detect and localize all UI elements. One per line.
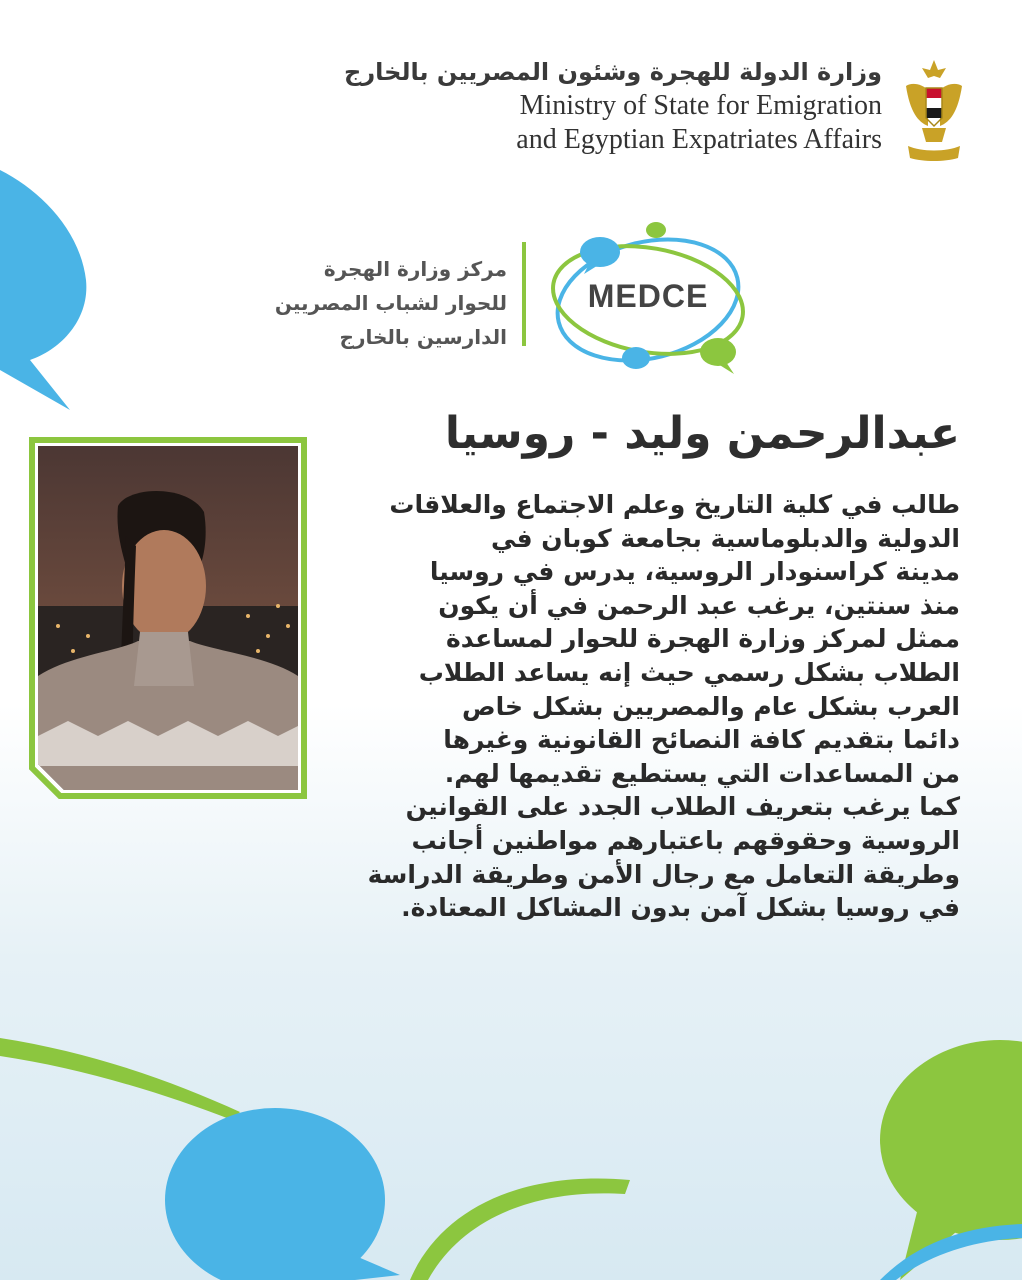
student-name-heading: عبدالرحمن وليد - روسيا bbox=[444, 408, 960, 459]
bio-line: العرب بشكل عام والمصريين بشكل خاص bbox=[462, 691, 960, 721]
bottom-green-arc-icon bbox=[410, 1160, 650, 1280]
bio-line: مدينة كراسنودار الروسية، يدرس في روسيا bbox=[429, 557, 960, 587]
bottom-right-blue-arc-icon bbox=[880, 1220, 1022, 1280]
center-name-line: مركز وزارة الهجرة bbox=[323, 257, 507, 281]
bio-line: في روسيا بشكل آمن بدون المشاكل المعتادة. bbox=[401, 893, 960, 923]
logo-divider bbox=[522, 242, 526, 346]
bottom-blue-bubble-icon bbox=[160, 1095, 410, 1280]
ministry-name-arabic: وزارة الدولة للهجرة وشئون المصريين بالخارج bbox=[344, 58, 882, 86]
ministry-name-english-line2: and Egyptian Expatriates Affairs bbox=[516, 124, 882, 155]
student-bio bbox=[332, 488, 960, 925]
bio-line: طالب في كلية التاريخ وعلم الاجتماع والعلاقات bbox=[389, 490, 960, 519]
ministry-name-english-line1: Ministry of State for Emigration bbox=[519, 90, 882, 121]
center-name-line: للحوار لشباب المصريين bbox=[274, 291, 507, 315]
bio-line: وطريقة التعامل مع رجال الأمن وطريقة الدراسة bbox=[367, 859, 960, 889]
center-name-line: الدارسين بالخارج bbox=[339, 325, 507, 349]
bio-line: كما يرغب بتعريف الطلاب الجدد على القوانين bbox=[405, 792, 960, 822]
bio-line: دائما بتقديم كافة النصائح القانونية وغيرها bbox=[443, 725, 960, 755]
bio-line: الروسية وحقوقهم باعتبارهم مواطنين أجانب bbox=[411, 825, 960, 855]
bio-line: منذ سنتين، يرغب عبد الرحمن في أن يكون bbox=[438, 590, 960, 620]
bio-line: من المساعدات التي يستطيع تقديمها لهم. bbox=[444, 758, 960, 788]
center-name-arabic bbox=[227, 252, 507, 354]
student-photo bbox=[28, 436, 308, 800]
top-left-blue-bubble-icon bbox=[0, 170, 90, 410]
bio-line: الدولية والدبلوماسية بجامعة كوبان في bbox=[490, 523, 960, 553]
medce-logo-text: MEDCE bbox=[587, 278, 709, 314]
bio-line: ممثل لمركز وزارة الهجرة للحوار لمساعدة bbox=[445, 624, 960, 654]
egypt-eagle-emblem-icon bbox=[902, 56, 966, 164]
bio-line: الطلاب بشكل رسمي حيث إنه يساعد الطلاب bbox=[418, 657, 960, 687]
